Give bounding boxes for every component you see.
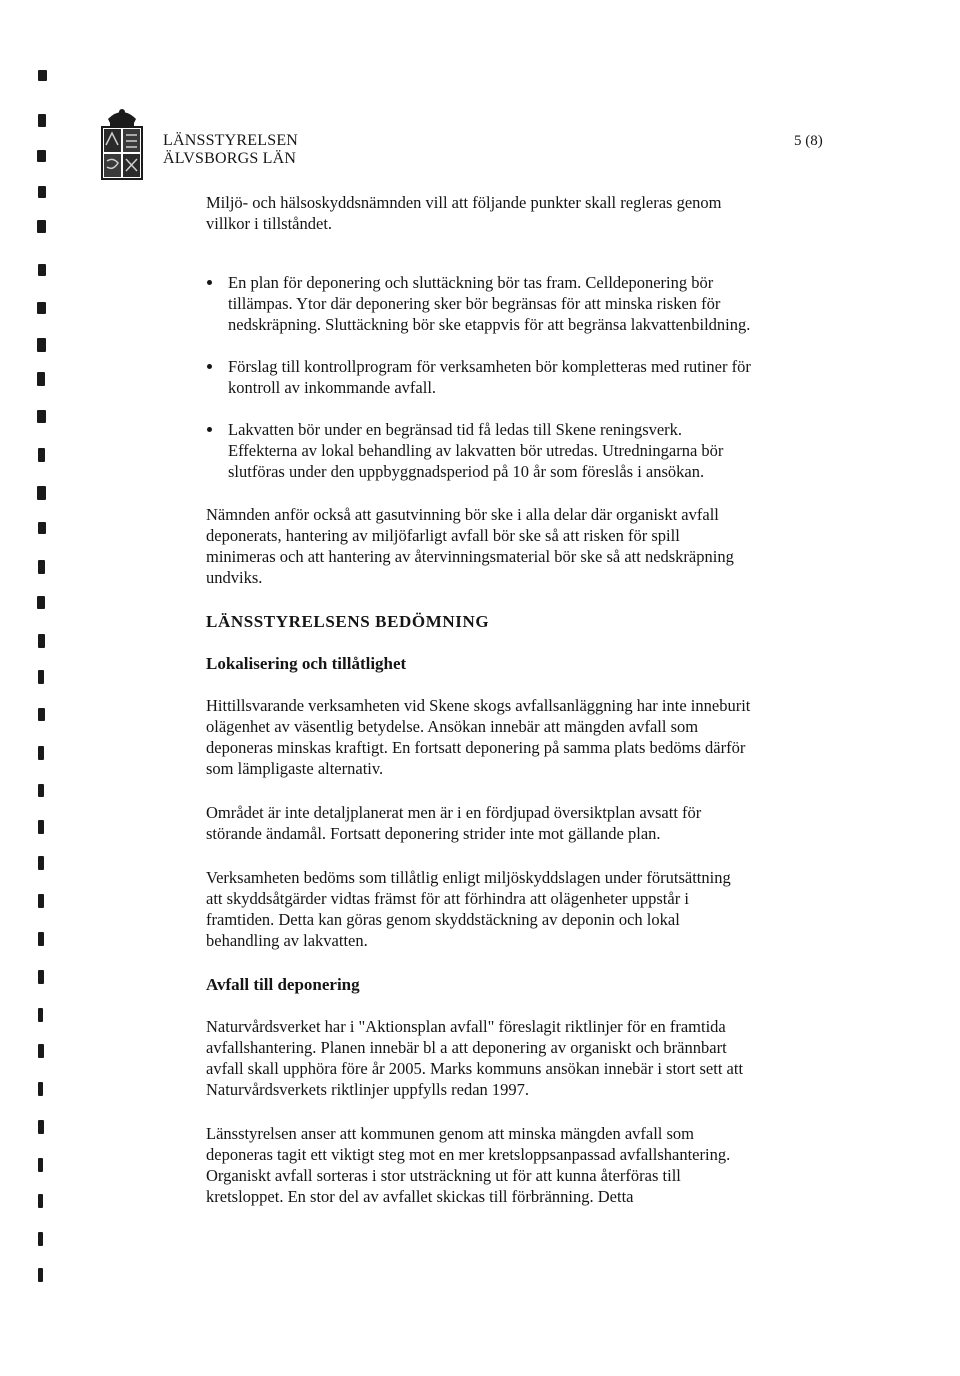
list-item-text: Lakvatten bör under en begränsad tid få ledas till Skene reningsverk. Effekterna av lokal behandling av lakvatten bör utredas. Utredningarna bör slutföras under den uppbyggnadsperiod på 10 år som föreslås i ansökan.	[228, 420, 724, 481]
paragraph-namnden: Nämnden anför också att gasutvinning bör ske i alla delar där organiskt avfall deponerats, hantering av miljöfarligt avfall bör ske så att risken för spill minimeras och att hantering av återvinningsmaterial bör ske så att nedskräpning undviks.	[206, 505, 734, 587]
list-item-text: Förslag till kontrollprogram för verksamheten bör kompletteras med rutiner för kontroll av inkommande avfall.	[228, 357, 751, 397]
binder-hole-marks	[28, 70, 52, 1310]
paragraph-verksamheten: Verksamheten bedöms som tillåtlig enligt miljöskyddslagen under förutsättning att skyddsåtgärder vidtas främst för att förhindra att olägenheter uppstår i framtiden. Detta kan göras genom skyddstäckning av deponin och lokal behandling av lakvatten.	[206, 868, 731, 950]
list-item	[206, 356, 751, 398]
list-item	[206, 419, 751, 482]
agency-name	[163, 132, 298, 168]
bullet-icon	[207, 364, 212, 369]
paragraph-omradet: Området är inte detaljplanerat men är i en fördjupad översiktplan avsatt för störande ändamål. Fortsatt deponering strider inte mot gällande plan.	[206, 803, 702, 843]
bullet-icon	[207, 427, 212, 432]
county-crest-icon	[96, 105, 148, 183]
page-number: 5 (8)	[794, 133, 823, 149]
paragraph-lansstyrelsen: Länsstyrelsen anser att kommunen genom att minska mängden avfall som deponeras tagit ett viktigt steg mot en mer kretsloppsanpassad avfallshantering. Organiskt avfall sorteras i stor utsträckning ut för att kunna återföras till kretsloppet. En stor del av avfallet skickas till förbränning. Detta	[206, 1124, 731, 1206]
subheading-avfall: Avfall till deponering	[206, 975, 360, 994]
paragraph-naturvard: Naturvårdsverket har i "Aktionsplan avfall" föreslagit riktlinjer för en framtida avfallshantering. Planen innebär bl a att deponering av organiskt och brännbart avfall skall upphöra före år 2005. Marks kommuns ansökan innebär i stort sett att Naturvårdsverkets riktlinjer uppfylls redan 1997.	[206, 1017, 744, 1099]
agency-name-line1: LÄNSSTYRELSEN	[163, 132, 299, 149]
section-heading-bedomning: LÄNSSTYRELSENS BEDÖMNING	[206, 612, 490, 631]
conditions-list	[206, 272, 751, 482]
list-item-text: En plan för deponering och sluttäckning bör tas fram. Celldeponering bör tillämpas. Ytor där deponering sker bör begränsas för att minska risken för nedskräpning. Sluttäckning bör ske etappvis för att begränsa lakvattenbildning.	[228, 273, 751, 334]
subheading-lokalisering: Lokalisering och tillåtlighet	[206, 654, 407, 673]
agency-name-line2: ÄLVSBORGS LÄN	[163, 150, 297, 167]
paragraph-hittills: Hittillsvarande verksamheten vid Skene skogs avfallsanläggning har inte inneburit olägenhet av väsentlig betydelse. Ansökan innebär att mängden avfall som deponeras minskas kraftigt. En fortsatt deponering på samma plats bedöms därför som lämpligaste alternativ.	[206, 696, 751, 778]
document-body	[206, 192, 751, 1230]
intro-paragraph: Miljö- och hälsoskyddsnämnden vill att följande punkter skall regleras genom villkor i tillståndet.	[206, 193, 722, 233]
list-item	[206, 272, 751, 335]
bullet-icon	[207, 280, 212, 285]
